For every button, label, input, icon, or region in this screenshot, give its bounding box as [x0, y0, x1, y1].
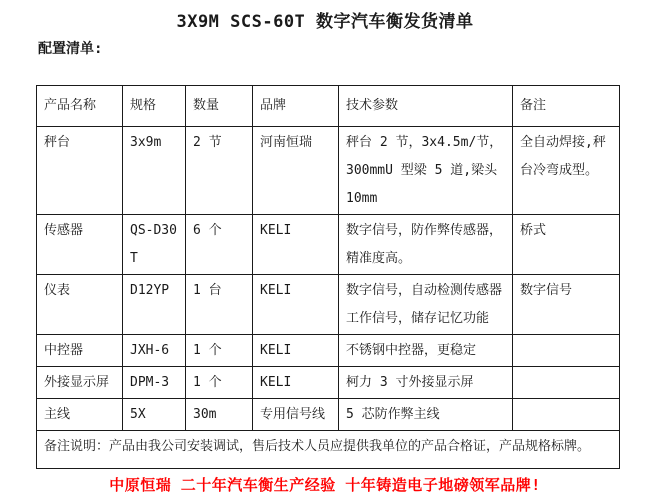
footer-note: 备注说明：产品由我公司安装调试，售后技术人员应提供我单位的产品合格证，产品规格标牌。 — [37, 431, 620, 469]
cell-quantity: 1 台 — [186, 275, 253, 335]
cell-spec: 3x9m — [123, 127, 186, 215]
column-header-quantity: 数量 — [186, 86, 253, 127]
cell-product-name: 中控器 — [37, 335, 123, 367]
column-header-spec: 规格 — [123, 86, 186, 127]
cell-product-name: 主线 — [37, 399, 123, 431]
config-table — [36, 85, 620, 469]
cell-brand: KELI — [253, 367, 339, 399]
table-row-indicator — [37, 275, 620, 335]
cell-spec: JXH-6 — [123, 335, 186, 367]
cell-spec: 5X — [123, 399, 186, 431]
cell-spec: DPM-3 — [123, 367, 186, 399]
table-header — [37, 86, 620, 127]
table-row-external-display — [37, 367, 620, 399]
table-body — [37, 127, 620, 469]
cell-tech-params: 5 芯防作弊主线 — [339, 399, 513, 431]
table-row-junction-box — [37, 335, 620, 367]
column-header-brand: 品牌 — [253, 86, 339, 127]
cell-tech-params: 不锈钢中控器，更稳定 — [339, 335, 513, 367]
cell-brand: 河南恒瑞 — [253, 127, 339, 215]
page-title: 3X9M SCS-60T 数字汽车衡发货清单 — [176, 12, 474, 32]
cell-spec: D12YP — [123, 275, 186, 335]
table-row-platform — [37, 127, 620, 215]
cell-product-name: 传感器 — [37, 215, 123, 275]
cell-brand: KELI — [253, 335, 339, 367]
table-row-sensor — [37, 215, 620, 275]
cell-remarks: 数字信号 — [513, 275, 620, 335]
cell-quantity: 6 个 — [186, 215, 253, 275]
table-row-main-cable — [37, 399, 620, 431]
cell-quantity: 2 节 — [186, 127, 253, 215]
cell-remarks — [513, 335, 620, 367]
header-row — [37, 86, 620, 127]
cell-product-name: 仪表 — [37, 275, 123, 335]
column-header-remarks: 备注 — [513, 86, 620, 127]
cell-product-name: 秤台 — [37, 127, 123, 215]
cell-quantity: 30m — [186, 399, 253, 431]
column-header-product-name: 产品名称 — [37, 86, 123, 127]
table-footer-row — [37, 431, 620, 469]
cell-remarks — [513, 367, 620, 399]
cell-spec: QS-D30T — [123, 215, 186, 275]
column-header-tech-params: 技术参数 — [339, 86, 513, 127]
cell-tech-params: 柯力 3 寸外接显示屏 — [339, 367, 513, 399]
cell-tech-params: 数字信号，防作弊传感器，精准度高。 — [339, 215, 513, 275]
cell-tech-params: 秤台 2 节，3x4.5m/节，300mmU 型梁 5 道,梁头 10mm — [339, 127, 513, 215]
cell-product-name: 外接显示屏 — [37, 367, 123, 399]
cell-brand: KELI — [253, 275, 339, 335]
cell-brand: KELI — [253, 215, 339, 275]
cell-quantity: 1 个 — [186, 367, 253, 399]
cell-remarks — [513, 399, 620, 431]
brand-slogan: 中原恒瑞 二十年汽车衡生产经验 十年铸造电子地磅领军品牌! — [109, 476, 541, 494]
cell-quantity: 1 个 — [186, 335, 253, 367]
cell-brand: 专用信号线 — [253, 399, 339, 431]
cell-remarks: 全自动焊接,秤台冷弯成型。 — [513, 127, 620, 215]
cell-tech-params: 数字信号，自动检测传感器工作信号，储存记忆功能 — [339, 275, 513, 335]
section-label: 配置清单: — [38, 41, 103, 57]
cell-remarks: 桥式 — [513, 215, 620, 275]
